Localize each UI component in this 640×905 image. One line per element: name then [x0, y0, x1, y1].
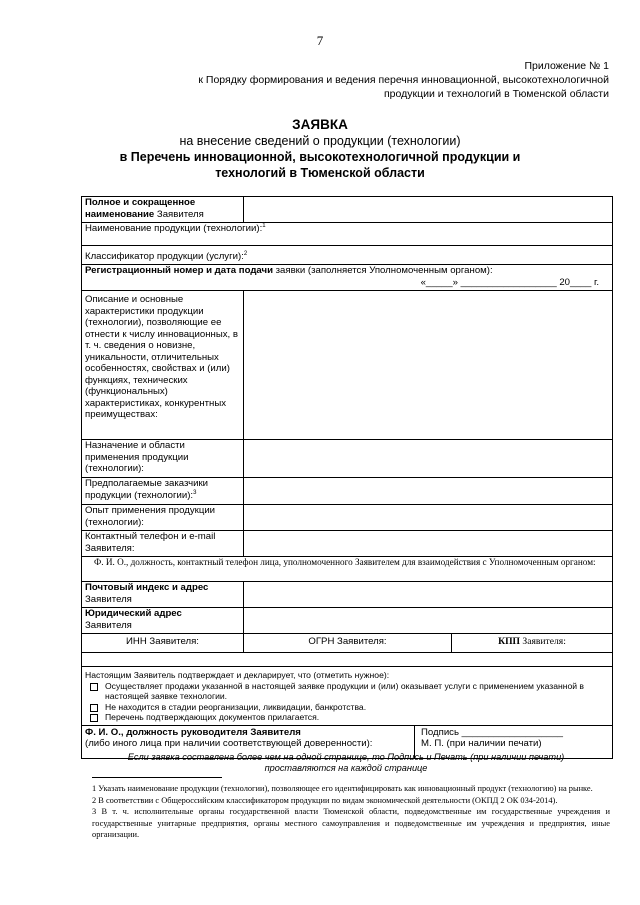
row-ids [82, 634, 612, 653]
label-ogrn[interactable]: ОГРН Заявителя: [244, 634, 452, 652]
row-product-name [82, 223, 612, 246]
label-head: Ф. И. О., должность руководителя Заявителя (либо иного лица при наличии соответствующей доверенности): [82, 726, 415, 758]
label-purpose: Назначение и области применения продукции (технологии): [82, 440, 244, 477]
title-line: на внесение сведений о продукции (технологии) [179, 134, 461, 148]
row-contacts [82, 531, 612, 557]
checkbox-label: Не находится в стадии реорганизации, ликвидации, банкротства. [105, 701, 367, 712]
declaration-text: Настоящим Заявитель подтверждает и декларирует, что (отметить нужное): [85, 670, 390, 680]
spacer-row [82, 653, 612, 667]
footnote: 3 В т. ч. исполнительные органы государственной власти Тюменской области, подведомственные им государственные учреждения и государственные унитарные предприятия, органы местного самоуправления и подведомственные им учреждения и предприятия, иные организации. [92, 807, 610, 839]
appendix-header [89, 59, 609, 101]
row-registration [82, 265, 612, 291]
stamp-label: М. П. (при наличии печати) [421, 738, 542, 749]
label-description: Описание и основные характеристики продукции (технологии), позволяющие ее отнести к числу инновационных, в т. ч. сведения о новизне, уникальности, отличительных особенностях, свойствах и (или) функциях, технических (функциональных) характеристиках, конкурентных преимуществах: [82, 291, 244, 439]
checkbox-not-liquidated[interactable] [85, 702, 609, 713]
field-full-name[interactable] [244, 197, 612, 222]
label-postal: Почтовый индекс и адрес Заявителя [82, 582, 244, 607]
checkbox-documents[interactable] [85, 712, 609, 723]
row-legal [82, 608, 612, 634]
label-product-name[interactable]: Наименование продукции (технологии):$^1$ [85, 222, 266, 234]
document-title [0, 117, 640, 181]
field-customers[interactable] [244, 478, 612, 504]
footnote: 2 В соответствии с Общероссийским классификатором продукции по видам экономической деятельности (ОКПД 2 ОК 034-2014). [92, 795, 558, 805]
note-line: проставляются на каждой странице [264, 763, 428, 773]
title-main: ЗАЯВКА [292, 117, 348, 132]
label-contact-person[interactable]: Ф. И. О., должность, контактный телефон лица, уполномоченного Заявителем для взаимодействия с Уполномоченным органом: [94, 557, 596, 567]
field-purpose[interactable] [244, 440, 612, 477]
appendix-line: продукции и технологий в Тюменской области [384, 88, 609, 100]
checkbox-sales[interactable] [85, 681, 609, 702]
label-legal: Юридический адрес Заявителя [82, 608, 244, 633]
row-classifier [82, 246, 612, 265]
row-purpose [82, 440, 612, 478]
checkbox-icon[interactable] [90, 683, 98, 691]
row-declaration [82, 667, 612, 726]
title-line: в Перечень инновационной, высокотехнологичной продукции и [119, 150, 521, 164]
checkbox-label: Осуществляет продажи указанной в настоящей заявке продукции и (или) оказывает услуги с применением указанной в настоящей заявке технологии. [105, 680, 584, 701]
footnote: 1 Указать наименование продукции (технологии), позволяющее его идентифицировать как инновационный продукт (технологию) на рынке. [92, 784, 593, 793]
signature-line[interactable]: Подпись ___________________ [421, 726, 564, 738]
checkbox-icon[interactable] [90, 704, 98, 712]
label-full-name: Полное и сокращенное наименование Заявителя [82, 197, 244, 222]
page-number: 7 [316, 33, 324, 48]
field-postal[interactable] [244, 582, 612, 607]
row-customers [82, 478, 612, 505]
row-postal [82, 582, 612, 608]
field-description[interactable] [244, 291, 612, 439]
label-classifier[interactable]: Классификатор продукции (услуги):$^2$ [85, 250, 248, 262]
label-experience: Опыт применения продукции (технологии): [82, 505, 244, 530]
footnotes [92, 783, 610, 841]
label-customers: Предполагаемые заказчики продукции (технологии):$^3$ [82, 478, 244, 504]
appendix-line: Приложение № 1 [524, 60, 609, 72]
checkbox-label: Перечень подтверждающих документов прилагается. [105, 712, 320, 722]
appendix-line: к Порядку формирования и ведения перечня инновационной, высокотехнологичной [198, 74, 609, 86]
page-note [81, 752, 611, 774]
note-line: Если заявка составлена более чем на одной странице, то Подпись и Печать (при наличии печати) [127, 752, 565, 762]
registration-date: «_____» __________________ 20____ г. [420, 276, 599, 288]
row-description [82, 291, 612, 440]
label-inn[interactable]: ИНН Заявителя: [82, 634, 244, 652]
checkbox-icon[interactable] [90, 714, 98, 722]
label-kpp[interactable]: КПП Заявителя: [498, 636, 566, 647]
field-contacts[interactable] [244, 531, 612, 556]
row-contact-person [82, 557, 612, 582]
row-experience [82, 505, 612, 531]
footnote-divider [92, 777, 222, 778]
label-contacts: Контактный телефон и e-mail Заявителя: [82, 531, 244, 556]
field-legal[interactable] [244, 608, 612, 633]
label-registration: Регистрационный номер и дата подачи заявки (заполняется Уполномоченным органом): «_____» __________________ 20____ г. [82, 265, 612, 290]
row-full-name [82, 197, 612, 223]
application-form [81, 196, 613, 759]
title-line: технологий в Тюменской области [215, 166, 425, 180]
field-experience[interactable] [244, 505, 612, 530]
